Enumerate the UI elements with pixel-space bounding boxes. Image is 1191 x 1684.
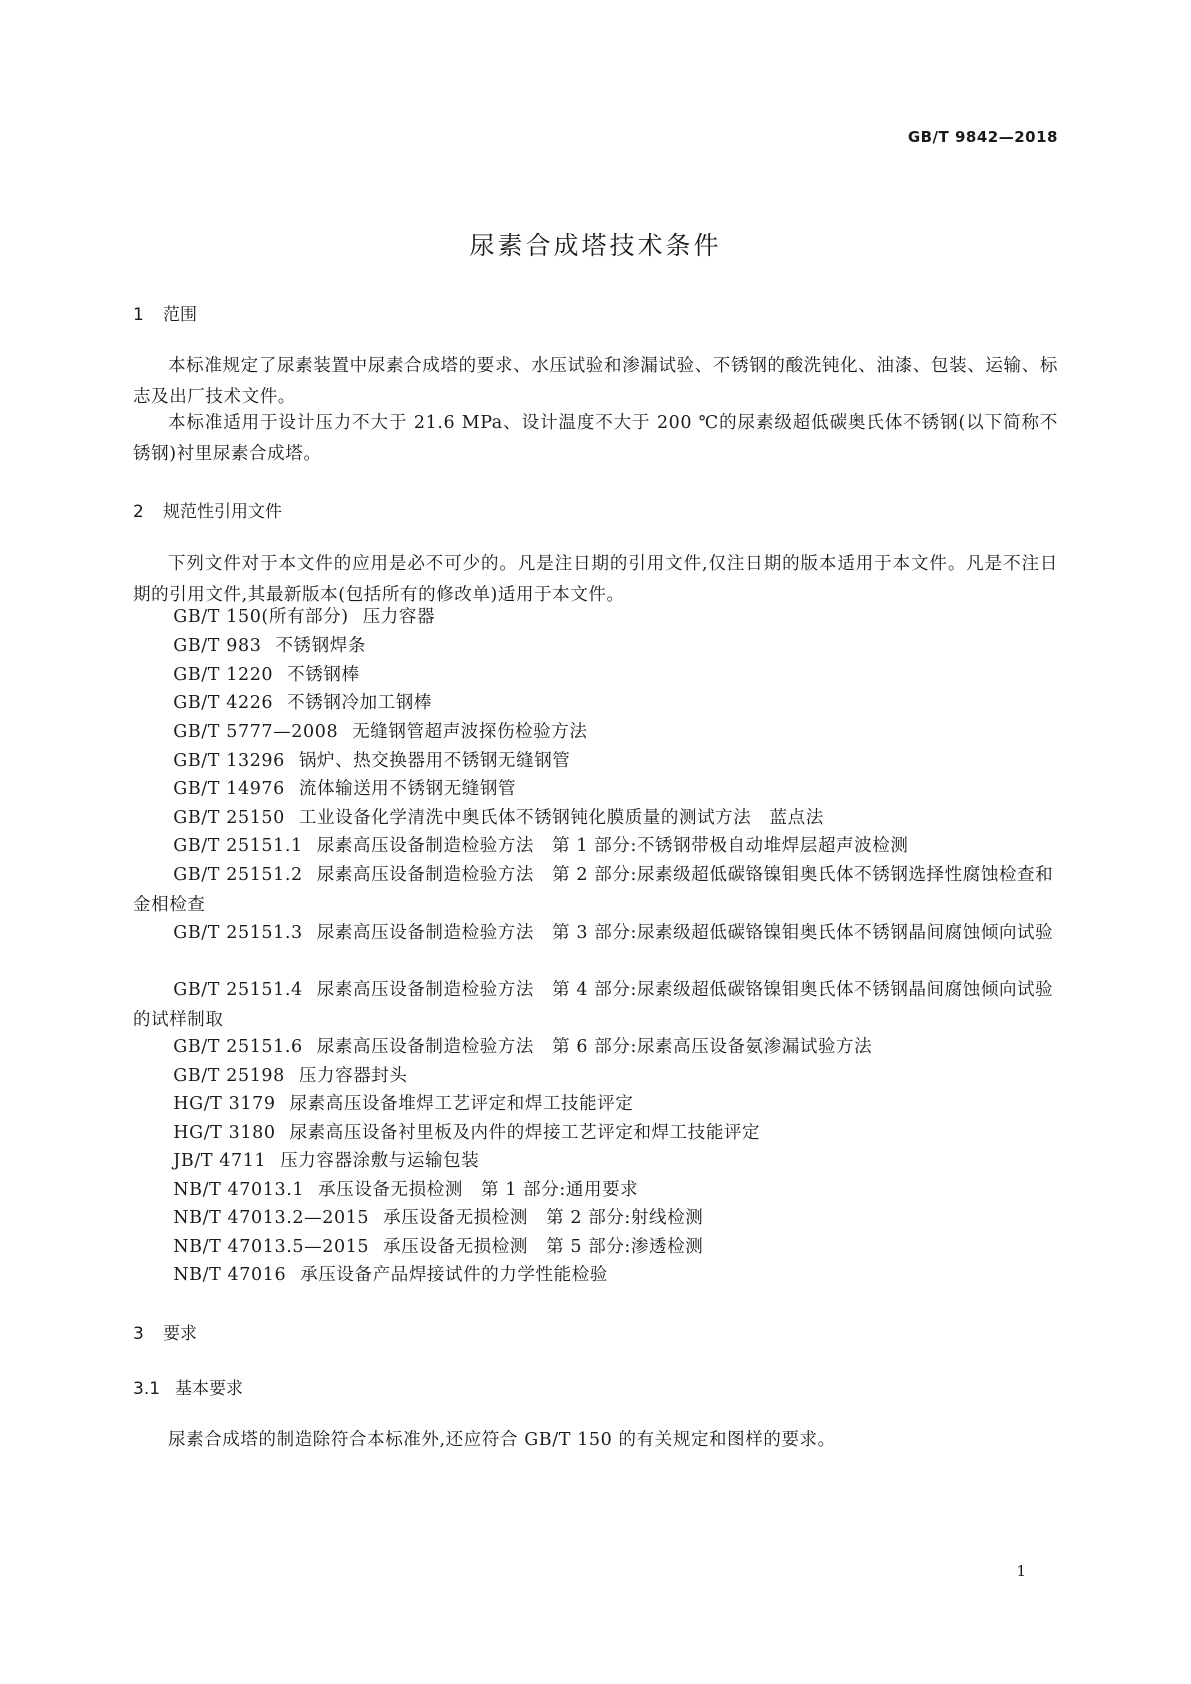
reference-code: GB/T 25150 [173,808,285,828]
reference-item [133,832,1058,862]
reference-code: GB/T 1220 [173,665,274,685]
reference-title: 压力容器涂敷与运输包装 [280,1151,480,1171]
reference-item [133,1119,1058,1149]
reference-title: 承压设备无损检测 第 2 部分:射线检测 [383,1208,704,1228]
reference-code: NB/T 47013.1 [173,1180,305,1200]
scope-paragraph: 本标准适用于设计压力不大于 21.6 MPa、设计温度不大于 200 ℃的尿素级超低碳奥氏体不锈钢(以下简称不锈钢)衬里尿素合成塔。 [133,413,1058,464]
reference-title: 承压设备产品焊接试件的力学性能检验 [300,1265,608,1285]
reference-title: 尿素高压设备衬里板及内件的焊接工艺评定和焊工技能评定 [289,1123,761,1143]
reference-item [133,661,1058,691]
reference-code: HG/T 3179 [173,1094,276,1114]
reference-title: 工业设备化学清洗中奥氏体不锈钢钝化膜质量的测试方法 蓝点法 [298,808,824,828]
scope-paragraph: 本标准规定了尿素装置中尿素合成塔的要求、水压试验和渗漏试验、不锈钢的酸洗钝化、油漆、包装、运输、标志及出厂技术文件。 [133,356,1058,407]
reference-item [133,1204,1058,1234]
reference-title: 不锈钢冷加工钢棒 [287,693,432,713]
reference-code: GB/T 13296 [173,751,285,771]
reference-code: NB/T 47013.2—2015 [173,1208,370,1228]
section-2-heading [133,497,282,522]
reference-title: 压力容器封头 [298,1066,408,1086]
references-intro: 下列文件对于本文件的应用是必不可少的。凡是注日期的引用文件,仅注日期的版本适用于本文件。凡是不注日期的引用文件,其最新版本(包括所有的修改单)适用于本文件。 [133,554,1058,605]
reference-title: 承压设备无损检测 第 1 部分:通用要求 [318,1180,639,1200]
reference-title: 锅炉、热交换器用不锈钢无缝钢管 [298,751,571,771]
reference-item [133,1233,1058,1263]
reference-code: GB/T 5777—2008 [173,722,339,742]
reference-item [133,861,1058,920]
reference-title: 尿素高压设备制造检验方法 第 1 部分:不锈钢带极自动堆焊层超声波检测 [316,836,909,856]
reference-item [133,689,1058,719]
reference-code: GB/T 25151.3 [173,923,303,943]
reference-title: 尿素高压设备制造检验方法 第 2 部分:尿素级超低碳铬镍钼奥氏体不锈钢选择性腐蚀检查和金相检查 [133,865,1054,915]
reference-code: GB/T 150(所有部分) [173,607,349,627]
reference-title: 流体输送用不锈钢无缝钢管 [298,779,517,799]
reference-item [133,976,1058,1035]
section-1-heading [133,300,197,325]
reference-code: HG/T 3180 [173,1123,276,1143]
reference-code: GB/T 25151.4 [173,980,303,1000]
standard-code: GB/T 9842—2018 [907,128,1058,146]
reference-title: 尿素高压设备制造检验方法 第 3 部分:尿素级超低碳铬镍钼奥氏体不锈钢晶间腐蚀倾向试验 [316,923,1054,943]
section-title: 范围 [163,305,197,325]
reference-code: GB/T 25151.6 [173,1037,303,1057]
reference-code: NB/T 47013.5—2015 [173,1237,370,1257]
reference-title: 尿素高压设备制造检验方法 第 4 部分:尿素级超低碳铬镍钼奥氏体不锈钢晶间腐蚀倾向试验的试样制取 [133,980,1054,1030]
reference-title: 尿素高压设备制造检验方法 第 6 部分:尿素高压设备氨渗漏试验方法 [316,1037,873,1057]
basic-requirement-paragraph: 尿素合成塔的制造除符合本标准外,还应符合 GB/T 150 的有关规定和图样的要求。 [168,1430,836,1450]
reference-title: 尿素高压设备堆焊工艺评定和焊工技能评定 [289,1094,634,1114]
reference-item [133,1147,1058,1177]
subsection-title: 基本要求 [175,1379,243,1399]
section-title: 要求 [163,1324,197,1344]
reference-code: GB/T 25198 [173,1066,285,1086]
subsection-3-1-heading [133,1374,243,1399]
section-number: 2 [133,502,144,522]
reference-code: GB/T 4226 [173,693,274,713]
reference-item [133,1062,1058,1092]
reference-item [133,1090,1058,1120]
reference-title: 不锈钢棒 [287,665,360,685]
reference-title: 承压设备无损检测 第 5 部分:渗透检测 [383,1237,704,1257]
reference-code: GB/T 25151.1 [173,836,303,856]
reference-code: GB/T 983 [173,636,262,656]
subsection-number: 3.1 [133,1379,161,1399]
document-title: 尿素合成塔技术条件 [469,231,722,260]
reference-item [133,919,1058,949]
reference-item [133,718,1058,748]
reference-item [133,804,1058,834]
reference-item [133,1033,1058,1063]
section-number: 1 [133,305,144,325]
reference-title: 无缝钢管超声波探伤检验方法 [352,722,588,742]
reference-code: GB/T 25151.2 [173,865,303,885]
section-title: 规范性引用文件 [163,502,282,522]
reference-code: NB/T 47016 [173,1265,287,1285]
reference-item [133,747,1058,777]
reference-item [133,1261,1058,1291]
page-number: 1 [1016,1562,1026,1580]
reference-title: 压力容器 [362,607,436,627]
section-number: 3 [133,1324,144,1344]
reference-item [133,632,1058,662]
section-3-heading [133,1319,197,1344]
reference-title: 不锈钢焊条 [275,636,366,656]
reference-code: GB/T 14976 [173,779,285,799]
reference-item [133,603,1058,633]
reference-item [133,1176,1058,1206]
reference-item [133,775,1058,805]
reference-code: JB/T 4711 [173,1151,267,1171]
